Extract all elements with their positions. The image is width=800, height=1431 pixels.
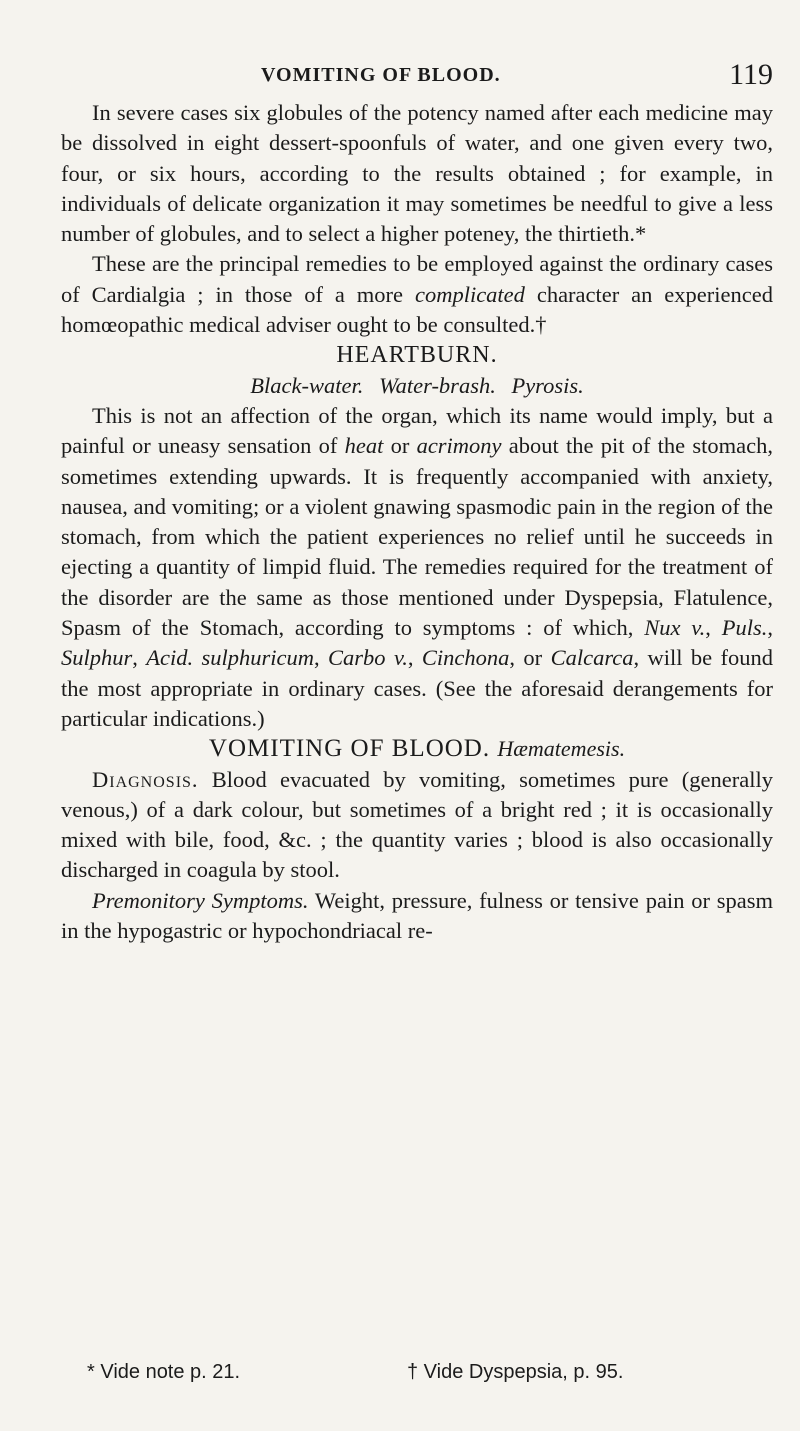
footnote-1: * Vide note p. 21.: [87, 1361, 241, 1383]
heading-text: VOMITING OF BLOOD.: [208, 735, 491, 763]
heading-heartburn: HEARTBURN.: [336, 342, 498, 369]
remedy-name: Calcarca: [550, 645, 634, 671]
footnote-2: † Vide Dyspepsia, p. 95.: [407, 1361, 624, 1383]
emphasis-complicated: complicated: [414, 281, 525, 307]
body-text: [61, 98, 773, 946]
heading-latin: Hæmatemesis.: [497, 736, 626, 762]
emphasis-acrimony: acrimony: [416, 433, 502, 459]
separator: ,: [767, 615, 774, 641]
paragraph-dosage: In severe cases six globules of the potency named after each medicine may be dissolved in eight dessert-spoonfuls of water, and one given every two, four, or six hours, according to the results obtained ; for example, in individuals of delicate organization it may sometimes be needful to give a less number of globules, and to select a higher poteney, the thirtieth.*: [61, 100, 773, 247]
remedy-name: Nux v.: [644, 615, 706, 641]
separator: ,: [132, 645, 147, 671]
text-run: , will be found the most appropriate in ordinary cases. (See the aforesaid derangements for particular indications.): [61, 645, 774, 731]
emphasis-heat: heat: [344, 433, 384, 459]
separator: ,: [705, 615, 722, 641]
page-number: 119: [729, 58, 773, 91]
heading-vomiting-of-blood: [61, 734, 773, 764]
text-run: This is not an affection of the organ, which its name would imply, but a painful or uneasy sensation of: [61, 402, 773, 459]
text-run: or: [383, 433, 417, 459]
text-run: Blood evacuated by vomiting, sometimes pure (generally venous,) of a dark colour, but sometimes of a bright red ; it is occasionally mixed with bile, food, &c. ; the quantity varies ; blood is also occasionally discharged in coagula by stool.: [61, 766, 773, 883]
paragraph-diagnosis: [61, 765, 773, 886]
remedy-name: Acid. sulphuricum: [146, 645, 315, 671]
separator: ,: [314, 645, 329, 671]
running-head: [61, 58, 773, 92]
text-run: Weight, pressure, fulness or tensive pain or spasm in the hypogastric or hypochondriacal re-: [61, 887, 773, 944]
remedy-name: Carbo v.: [328, 645, 408, 671]
paragraph-premonitory: [61, 886, 773, 947]
remedy-name: Cinchona: [421, 645, 510, 671]
diagnosis-label: Diagnosis.: [92, 766, 199, 792]
text-run: These are the principal remedies to be employed against the ordinary cases of Cardialgia ; in those of a more: [61, 251, 773, 307]
premonitory-label: Premonitory Symptoms.: [92, 887, 309, 913]
remedy-name: Puls.: [721, 615, 768, 641]
heartburn-synonyms: Black-water. Water-brash. Pyrosis.: [250, 372, 584, 398]
running-title: VOMITING OF BLOOD.: [261, 64, 501, 86]
paragraph-heartburn: [61, 401, 773, 734]
text-run: about the pit of the stomach, sometimes extending upwards. It is frequently accompanied with anxiety, nausea, and vomiting; or a violent gnawing spasmodic pain in the region of the stomach, from which the patient experiences no relief until he succeeds in ejecting a quantity of limpid fluid. The remedies required for the treatment of the disorder are the same as those mentioned under Dyspepsia, Flatulence, Spasm of the Stomach, according to symptoms : of which,: [61, 433, 773, 641]
text-run: character an experienced homœopathic medical adviser ought to be consulted.†: [61, 281, 773, 338]
separator: ,: [407, 645, 422, 671]
paragraph-remedies: [61, 249, 773, 340]
separator: , or: [509, 645, 551, 671]
remedy-name: Sulphur: [61, 645, 133, 671]
